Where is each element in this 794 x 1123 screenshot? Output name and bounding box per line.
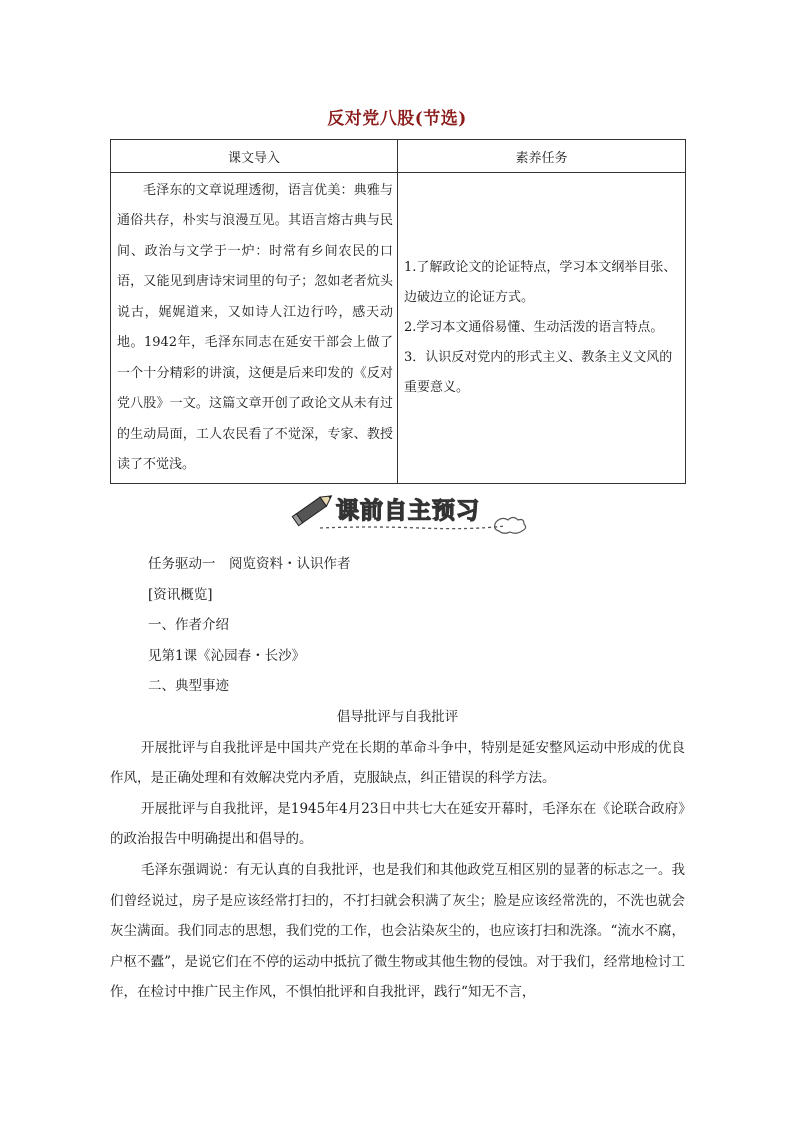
table-header-row bbox=[111, 140, 686, 173]
table-header-tasks: 素养任务 bbox=[398, 140, 686, 173]
paragraph: 开展批评与自我批评是中国共产党在长期的革命斗争中，特别是延安整风运动中形成的优良作风，是正确处理和有效解决党内矛盾，克服缺点，纠正错误的科学方法。 bbox=[110, 739, 685, 787]
section-heading: 一、作者介绍 bbox=[148, 617, 229, 634]
banner-title: 课前自主预习 bbox=[336, 498, 480, 524]
section-text: 见第1课《沁园春・长沙》 bbox=[148, 647, 306, 664]
tasks-cell bbox=[398, 173, 686, 484]
task-item: 3．认识反对党内的形式主义、教条主义文风的重要意义。 bbox=[404, 350, 673, 395]
table-row bbox=[111, 173, 686, 484]
sub-title: 倡导批评与自我批评 bbox=[336, 708, 459, 725]
task-item: 2.学习本文通俗易懂、生动活泼的语言特点。 bbox=[404, 320, 664, 335]
task-heading: 任务驱动一 阅览资料・认识作者 bbox=[148, 556, 351, 572]
table-header-intro: 课文导入 bbox=[111, 140, 398, 173]
task-item: 1.了解政论文的论证特点，学习本文纲举目张、边破边立的论证方式。 bbox=[404, 260, 677, 305]
bracket-heading: [资讯概览] bbox=[148, 586, 213, 603]
intro-table bbox=[110, 139, 686, 484]
page-title: 反对党八股(节选) bbox=[327, 109, 467, 129]
paragraph: 毛泽东强调说：有无认真的自我批评，也是我们和其他政党互相区别的显著的标志之一。我们曾经说过，房子是应该经常打扫的，不打扫就会积满了灰尘；脸是应该经常洗的，不洗也就会灰尘满面。我们同志的思想，我们党的工作，也会沾染灰尘的，也应该打扫和洗涤。“流水不腐，户枢不蠹”，是说它们在不停的运动中抵抗了微生物或其他生物的侵蚀。对于我们，经常地检讨工作，在检讨中推广民主作风，不惧怕批评和自我批评，践行“知无不言， bbox=[110, 861, 685, 1001]
section-banner bbox=[290, 486, 540, 542]
main-content bbox=[110, 549, 685, 1008]
intro-cell: 毛泽东的文章说理透彻，语言优美：典雅与通俗共存，朴实与浪漫互见。其语言熔古典与民间、政治与文学于一炉：时常有乡间农民的口语，又能见到唐诗宋词里的句子；忽如老者炕头说古，娓娓道来，又如诗人江边行吟，感天动地。1942年，毛泽东同志在延安干部会上做了一个十分精彩的讲演，这便是后来印发的《反对党八股》一文。这篇文章开创了政论文从未有过的生动局面，工人农民看了不觉深，专家、教授读了不觉浅。 bbox=[111, 173, 398, 484]
paragraph: 开展批评与自我批评，是1945年4月23日中共七大在延安开幕时，毛泽东在《论联合政府》的政治报告中明确提出和倡导的。 bbox=[110, 800, 685, 848]
section-heading: 二、典型事迹 bbox=[148, 678, 229, 695]
